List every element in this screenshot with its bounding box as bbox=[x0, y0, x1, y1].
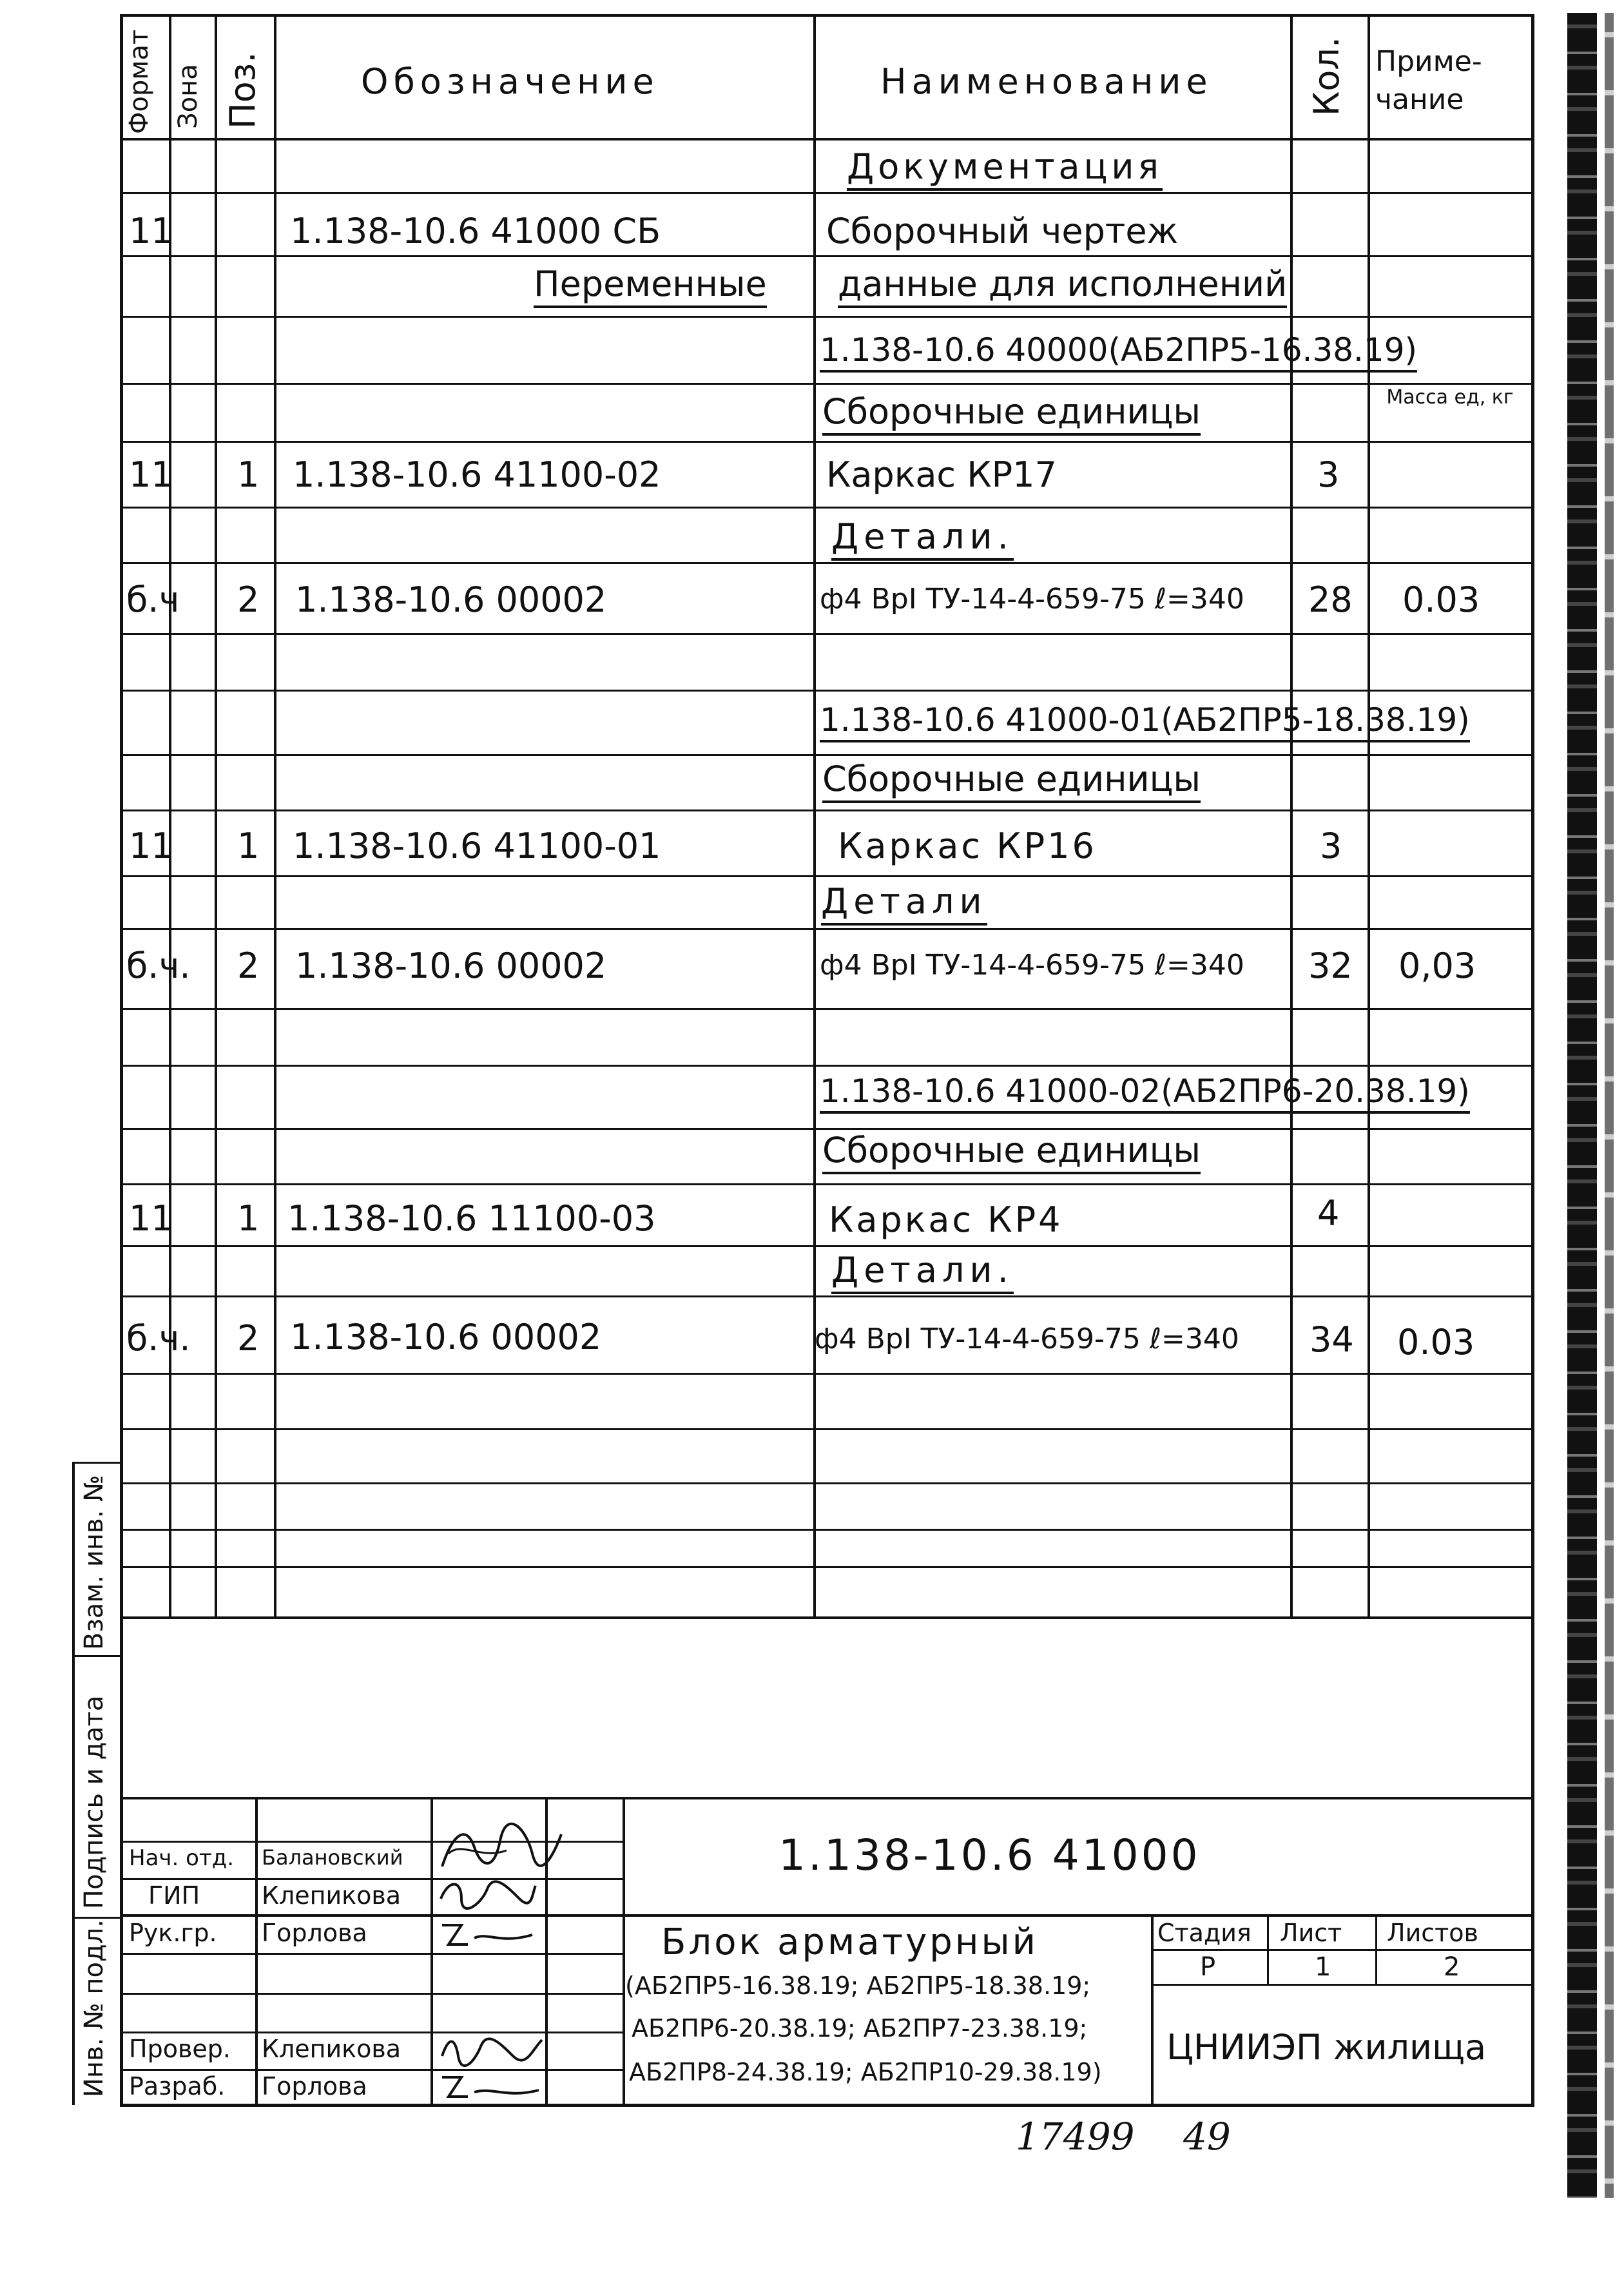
v1-details: Детали. bbox=[831, 519, 1014, 561]
name-1: Балановский bbox=[262, 1845, 403, 1870]
r3-right: данные для исполнений bbox=[838, 267, 1287, 308]
tb-stage-row bbox=[1151, 1949, 1534, 1951]
v3-r2-name: ф4 ВрI ТУ-14-4-659-75 ℓ=340 bbox=[815, 1323, 1239, 1355]
v3-r1-format: 11 bbox=[129, 1198, 173, 1239]
row-line bbox=[120, 754, 1534, 756]
row-line bbox=[120, 507, 1534, 509]
role-7: Разраб. bbox=[129, 2072, 226, 2100]
scan-edge-artifact-2 bbox=[1605, 13, 1614, 2198]
side-sign-date: Подпись и дата bbox=[79, 1695, 109, 1909]
row-line bbox=[120, 1529, 1534, 1531]
v2-r2-format: б.ч. bbox=[126, 946, 191, 986]
v3-assembly-units: Сборочные единицы bbox=[822, 1133, 1201, 1174]
signature-2 bbox=[436, 1873, 539, 1912]
v2-r2-designation: 1.138-10.6 00002 bbox=[295, 946, 607, 986]
role-3: Рук.гр. bbox=[129, 1919, 217, 1947]
organization: ЦНИИЭП жилища bbox=[1166, 2027, 1487, 2068]
footer-number-right: 49 bbox=[1183, 2115, 1231, 2158]
v3-details: Детали. bbox=[831, 1253, 1014, 1294]
title-sub-1: (АБ2ПР5-16.38.19; АБ2ПР5-18.38.19; bbox=[625, 1972, 1091, 2000]
side-stamp-vline bbox=[72, 1463, 75, 2105]
v1-mass-header: Масса ед, кг bbox=[1386, 386, 1514, 409]
tb-top bbox=[120, 1797, 1534, 1799]
signature-3 bbox=[436, 1915, 539, 1954]
header-pos: Поз. bbox=[222, 52, 263, 129]
role-2: ГИП bbox=[148, 1881, 200, 1910]
r2-name: Сборочный чертеж bbox=[826, 211, 1179, 251]
sheets-value: 2 bbox=[1444, 1952, 1460, 1982]
v1-r2-name: ф4 ВрI ТУ-14-4-659-75 ℓ=340 bbox=[820, 583, 1244, 616]
stage-label: Стадия bbox=[1157, 1919, 1252, 1947]
row-line bbox=[120, 1008, 1534, 1010]
r2-format: 11 bbox=[129, 211, 173, 251]
frame-top bbox=[120, 14, 1534, 17]
stage-value: Р bbox=[1200, 1952, 1216, 1982]
tb-row bbox=[120, 2032, 624, 2033]
v3-r1-designation: 1.138-10.6 11100-03 bbox=[287, 1198, 656, 1239]
v2-r1-designation: 1.138-10.6 41100-01 bbox=[293, 826, 661, 866]
title-main: Блок арматурный bbox=[661, 1921, 1039, 1963]
v1-r2-pos: 2 bbox=[237, 579, 260, 620]
frame-right bbox=[1531, 14, 1534, 2105]
row-line bbox=[120, 1566, 1534, 1568]
row-line bbox=[120, 1245, 1534, 1247]
v3-title: 1.138-10.6 41000-02(АБ2ПР6-20.38.19) bbox=[820, 1075, 1470, 1114]
v2-r1-format: 11 bbox=[129, 826, 173, 866]
v2-r2-pos: 2 bbox=[237, 946, 260, 986]
v1-r1-designation: 1.138-10.6 41100-02 bbox=[293, 454, 661, 495]
name-2: Клепикова bbox=[262, 1881, 401, 1910]
side-inv-orig: Инв. № подл. bbox=[79, 1919, 109, 2097]
signature-6 bbox=[436, 2030, 545, 2069]
v2-assembly-units: Сборочные единицы bbox=[822, 762, 1201, 803]
row-line bbox=[120, 1183, 1534, 1185]
v2-r1-qty: 3 bbox=[1320, 826, 1342, 866]
row-line bbox=[120, 690, 1534, 692]
row-line bbox=[120, 1373, 1534, 1375]
name-7: Горлова bbox=[262, 2072, 367, 2100]
signature-1 bbox=[436, 1821, 565, 1879]
v3-r2-designation: 1.138-10.6 00002 bbox=[290, 1317, 602, 1357]
header-name: Наименование bbox=[880, 61, 1213, 102]
v2-details: Детали bbox=[821, 884, 987, 926]
side-stamp-top bbox=[72, 1462, 121, 1464]
header-note: Приме-чание bbox=[1375, 45, 1482, 117]
header-bottom bbox=[120, 138, 1534, 141]
v1-title: 1.138-10.6 40000(АБ2ПР5-16.38.19) bbox=[820, 334, 1417, 373]
v3-r2-format: б.ч. bbox=[126, 1318, 191, 1359]
v1-r1-qty: 3 bbox=[1317, 454, 1340, 495]
r2-designation: 1.138-10.6 41000 СБ bbox=[290, 211, 661, 251]
header-designation: Обозначение bbox=[361, 61, 659, 102]
v1-r2-qty: 28 bbox=[1308, 579, 1353, 620]
title-sub-3: АБ2ПР8-24.38.19; АБ2ПР10-29.38.19) bbox=[629, 2058, 1102, 2086]
frame-left bbox=[120, 14, 123, 2105]
row-line bbox=[120, 562, 1534, 564]
frame-bottom bbox=[120, 2104, 1534, 2107]
tb-right-vsep bbox=[1151, 1914, 1154, 2105]
row-line bbox=[120, 810, 1534, 811]
name-3: Горлова bbox=[262, 1919, 367, 1947]
v2-r1-name: Каркас КР16 bbox=[838, 826, 1097, 866]
doc-code: 1.138-10.6 41000 bbox=[778, 1830, 1201, 1880]
v2-r1-pos: 1 bbox=[237, 826, 260, 866]
v3-r1-pos: 1 bbox=[237, 1198, 260, 1239]
scan-edge-artifact bbox=[1567, 13, 1597, 2198]
sheet-label: Лист bbox=[1280, 1919, 1342, 1947]
row-line bbox=[120, 192, 1534, 194]
v1-r2-format: б.ч bbox=[126, 579, 180, 620]
tb-row bbox=[120, 1953, 624, 1955]
v3-r2-pos: 2 bbox=[237, 1318, 260, 1359]
row-line bbox=[120, 633, 1534, 635]
header-qty: Кол. bbox=[1306, 36, 1347, 116]
tb-stage-row2 bbox=[1151, 1984, 1534, 1986]
role-1: Нач. отд. bbox=[129, 1845, 235, 1871]
v2-r2-name: ф4 ВрI ТУ-14-4-659-75 ℓ=340 bbox=[820, 949, 1244, 982]
v2-r2-note: 0,03 bbox=[1398, 946, 1476, 986]
row-line bbox=[120, 383, 1534, 385]
v1-r1-name: Каркас КР17 bbox=[826, 454, 1057, 495]
side-replace-inv: Взам. инв. № bbox=[79, 1475, 109, 1650]
row-line bbox=[120, 875, 1534, 877]
row-line bbox=[120, 1065, 1534, 1067]
v1-r2-designation: 1.138-10.6 00002 bbox=[295, 579, 607, 620]
row-line bbox=[120, 928, 1534, 930]
v1-r1-format: 11 bbox=[129, 454, 173, 495]
side-stamp-sep1 bbox=[72, 1655, 121, 1657]
row-line bbox=[120, 255, 1534, 257]
header-zone: Зона bbox=[173, 64, 203, 129]
footer-number-left: 17499 bbox=[1016, 2115, 1135, 2158]
v2-title: 1.138-10.6 41000-01(АБ2ПР5-18.38.19) bbox=[820, 704, 1470, 742]
v3-r1-qty: 4 bbox=[1317, 1193, 1340, 1234]
v3-r1-name: Каркас КР4 bbox=[829, 1199, 1063, 1240]
v3-r2-qty: 34 bbox=[1310, 1319, 1354, 1360]
row-line bbox=[120, 1428, 1534, 1430]
header-format: Формат bbox=[124, 29, 154, 134]
row-line bbox=[120, 1616, 1534, 1619]
tb-col-4 bbox=[623, 1797, 625, 2105]
v1-r2-note: 0.03 bbox=[1402, 579, 1480, 620]
tb-col-2 bbox=[430, 1797, 433, 2105]
title-sub-2: АБ2ПР6-20.38.19; АБ2ПР7-23.38.19; bbox=[632, 2014, 1088, 2042]
signature-7 bbox=[436, 2068, 545, 2106]
tb-row bbox=[120, 1993, 624, 1995]
role-6: Провер. bbox=[129, 2035, 231, 2063]
section-documentation: Документация bbox=[847, 150, 1163, 191]
row-line bbox=[120, 441, 1534, 443]
tb-row bbox=[120, 1914, 1534, 1917]
tb-col-1 bbox=[255, 1797, 258, 2105]
v1-assembly-units: Сборочные единицы bbox=[822, 394, 1201, 436]
r3-left: Переменные bbox=[534, 267, 767, 308]
row-line bbox=[120, 1295, 1534, 1297]
name-6: Клепикова bbox=[262, 2035, 401, 2063]
v2-r2-qty: 32 bbox=[1308, 946, 1353, 986]
row-line bbox=[120, 1482, 1534, 1484]
v3-r2-note: 0.03 bbox=[1397, 1322, 1475, 1363]
side-stamp-sep2 bbox=[72, 1917, 121, 1919]
sheets-label: Листов bbox=[1387, 1919, 1478, 1947]
tb-row bbox=[120, 2069, 624, 2071]
row-line bbox=[120, 316, 1534, 318]
v1-r1-pos: 1 bbox=[237, 454, 260, 495]
sheet-value: 1 bbox=[1315, 1952, 1331, 1982]
